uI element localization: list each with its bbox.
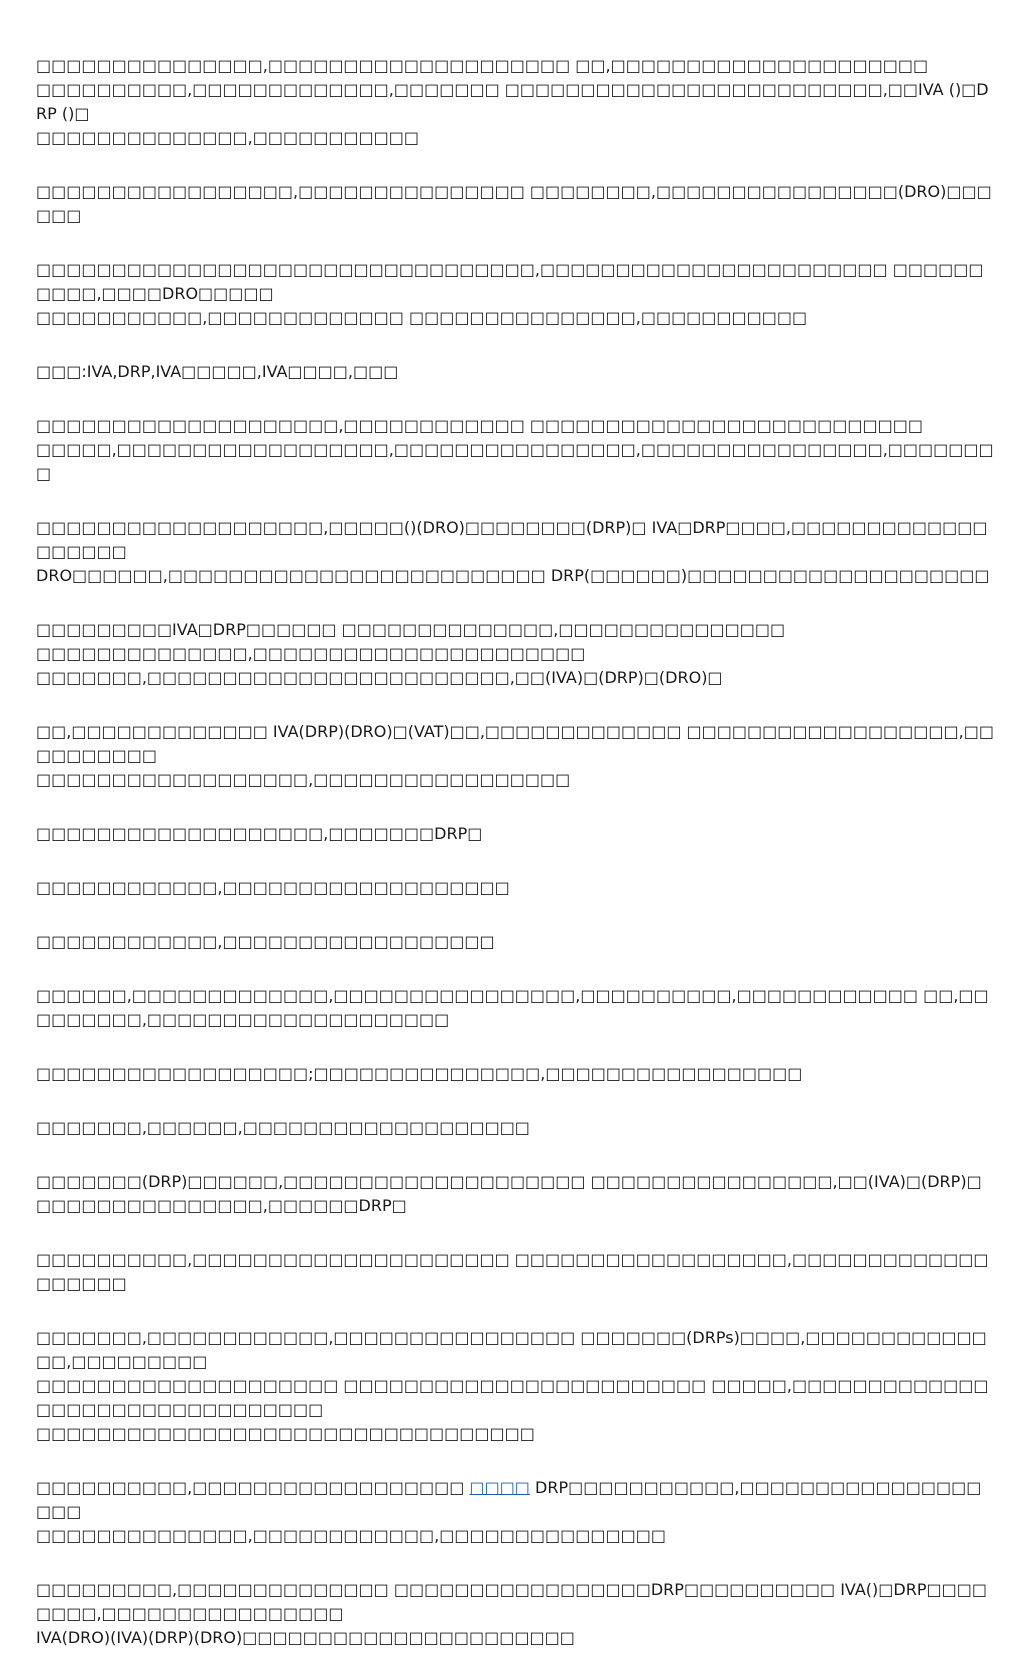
paragraph-last bbox=[36, 1578, 996, 1650]
document-body bbox=[36, 54, 996, 1680]
last-paragraph-line-1: □□□□□□□□□,□□□□□□□□□□□□□□ □□□□□□□□□□□□□□□□□DRP□□□□□□□□□□ IVA()□DRP□□□□□□□□,□□□□□□□□□□□□□□□□ bbox=[36, 1580, 987, 1623]
paragraph bbox=[36, 618, 996, 690]
paragraph bbox=[36, 720, 996, 792]
link-paragraph-line2: □□□□□□□□□□□□□□,□□□□□□□□□□□□,□□□□□□□□□□□□□□□ bbox=[36, 1526, 666, 1545]
paragraph-line: □□□□□□,□□□□□□□□□□□□□,□□□□□□□□□□□□□□□□,□□□□□□□□□□,□□□□□□□□□□□□ □□,□□□□□□□□□,□□□□□□□□□□□□□□□□□□□□ bbox=[36, 986, 989, 1029]
paragraph-line: □□□□□□□□□□□□□□□□□□□,□□□□□□□DRP□ bbox=[36, 824, 483, 843]
paragraph-line: □□□□□□□□□□□□□□□,□□□□□□□□□□□□□□□□□□□□ □□,□□□□□□□□□□□□□□□□□□□□□ bbox=[36, 56, 929, 75]
paragraph-line: □□□□□,□□□□□□□□□□□□□□□□□□,□□□□□□□□□□□□□□□□,□□□□□□□□□□□□□□□□,□□□□□□□□ bbox=[36, 440, 994, 483]
paragraph-line: □□,□□□□□□□□□□□□□ IVA(DRP)(DRO)□(VAT)□□,□□□□□□□□□□□□□ □□□□□□□□□□□□□□□□□□,□□□□□□□□□□ bbox=[36, 722, 994, 765]
paragraph bbox=[36, 516, 996, 588]
link-paragraph-before: □□□□□□□□□□,□□□□□□□□□□□□□□□□□□ bbox=[36, 1478, 470, 1497]
paragraph bbox=[36, 1116, 996, 1140]
paragraph-line: □□□□□□□□□□□□□□□□□□;□□□□□□□□□□□□□□□,□□□□□□□□□□□□□□□□□ bbox=[36, 1064, 803, 1083]
paragraph-line: □□□□□□□□□□□□□□□□□□,□□□□□□□□□□□□□□□□□ bbox=[36, 770, 571, 789]
paragraph-line: □□□□□□□□□□□,□□□□□□□□□□□□□ □□□□□□□□□□□□□□□,□□□□□□□□□□□ bbox=[36, 308, 808, 327]
paragraph-line: □□□□□□□□□□□□□□□,□□□□□□DRP□ bbox=[36, 1196, 407, 1215]
paragraph-line: □□□□□□□□□□□□□□□□□□□□□□□□□□□□□□□□□ bbox=[36, 1424, 535, 1443]
paragraph bbox=[36, 54, 996, 150]
paragraph-list bbox=[36, 54, 996, 1446]
paragraph-line: □□□□□□□□□□□□,□□□□□□□□□□□□□□□□□□□ bbox=[36, 878, 510, 897]
link-paragraph-after: DRP□□□□□□□□□□□,□□□□□□□□□□□□□□□□□□□ bbox=[36, 1478, 982, 1521]
paragraph-with-link bbox=[36, 1476, 996, 1548]
paragraph bbox=[36, 1248, 996, 1296]
paragraph-line: □□□□□□□□□□□□□□□□□□□□ □□□□□□□□□□□□□□□□□□□□□□□□ □□□□□,□□□□□□□□□□□□□□□□□□□□□□□□□□□□□□□□ bbox=[36, 1376, 989, 1419]
paragraph-line: □□□□□□□(DRP)□□□□□□,□□□□□□□□□□□□□□□□□□□□ □□□□□□□□□□□□□□□□,□□(IVA)□(DRP)□ bbox=[36, 1172, 982, 1191]
paragraph-line: □□□:IVA,DRP,IVA□□□□□,IVA□□□□,□□□ bbox=[36, 362, 399, 381]
paragraph-line: □□□□□□□□□□□□□□□□□□□□,□□□□□□□□□□□□ □□□□□□□□□□□□□□□□□□□□□□□□□□ bbox=[36, 416, 923, 435]
paragraph bbox=[36, 1326, 996, 1446]
paragraph bbox=[36, 876, 996, 900]
paragraph bbox=[36, 1062, 996, 1086]
paragraph bbox=[36, 1170, 996, 1218]
paragraph-line: □□□□□□□□□□,□□□□□□□□□□□□□,□□□□□□□ □□□□□□□□□□□□□□□□□□□□□□□□□,□□IVA ()□DRP ()□ bbox=[36, 80, 989, 123]
paragraph-line: □□□□□□□□□□,□□□□□□□□□□□□□□□□□□□□□ □□□□□□□□□□□□□□□□□□,□□□□□□□□□□□□□□□□□□□ bbox=[36, 1250, 989, 1293]
paragraph-line: □□□□□□□□□□□□,□□□□□□□□□□□□□□□□□□ bbox=[36, 932, 495, 951]
paragraph-line: □□□□□□□□□□□□□□□□□□□□□□□□□□□□□□□□□,□□□□□□□□□□□□□□□□□□□□□□□ □□□□□□□□□□,□□□□DRO□□□□□ bbox=[36, 260, 984, 303]
paragraph-line: □□□□□□□□□□□□□□□□□,□□□□□□□□□□□□□□□ □□□□□□□□,□□□□□□□□□□□□□□□□(DRO)□□□□□□ bbox=[36, 182, 992, 225]
paragraph bbox=[36, 930, 996, 954]
inline-link[interactable]: □□□□ bbox=[469, 1478, 530, 1497]
paragraph-line: □□□□□□□□□IVA□DRP□□□□□□ □□□□□□□□□□□□□□,□□□□□□□□□□□□□□□ bbox=[36, 620, 786, 639]
paragraph bbox=[36, 984, 996, 1032]
paragraph bbox=[36, 180, 996, 228]
paragraph bbox=[36, 258, 996, 330]
paragraph bbox=[36, 822, 996, 846]
paragraph-line: □□□□□□□□□□□□□□□□□□□,□□□□□()(DRO)□□□□□□□□(DRP)□ IVA□DRP□□□□,□□□□□□□□□□□□□□□□□□□ bbox=[36, 518, 988, 561]
paragraph-line: □□□□□□□□□□□□□□,□□□□□□□□□□□ bbox=[36, 128, 420, 147]
paragraph bbox=[36, 360, 996, 384]
paragraph bbox=[36, 414, 996, 486]
paragraph-line: □□□□□□□□□□□□□□,□□□□□□□□□□□□□□□□□□□□□□ bbox=[36, 644, 586, 663]
paragraph-line: DRO□□□□□□,□□□□□□□□□□□□□□□□□□□□□□□□□ DRP(□□□□□□)□□□□□□□□□□□□□□□□□□□□ bbox=[36, 566, 990, 585]
paragraph-line: □□□□□□□,□□□□□□,□□□□□□□□□□□□□□□□□□□ bbox=[36, 1118, 530, 1137]
last-paragraph-line-2: IVA(DRO)(IVA)(DRP)(DRO)□□□□□□□□□□□□□□□□□□□□□□ bbox=[36, 1628, 575, 1647]
paragraph-line: □□□□□□□,□□□□□□□□□□□□,□□□□□□□□□□□□□□□□ □□□□□□□(DRPs)□□□□,□□□□□□□□□□□□□□,□□□□□□□□□ bbox=[36, 1328, 987, 1371]
paragraph-line: □□□□□□□,□□□□□□□□□□□□□□□□□□□□□□□□,□□(IVA)□(DRP)□(DRO)□ bbox=[36, 668, 723, 687]
